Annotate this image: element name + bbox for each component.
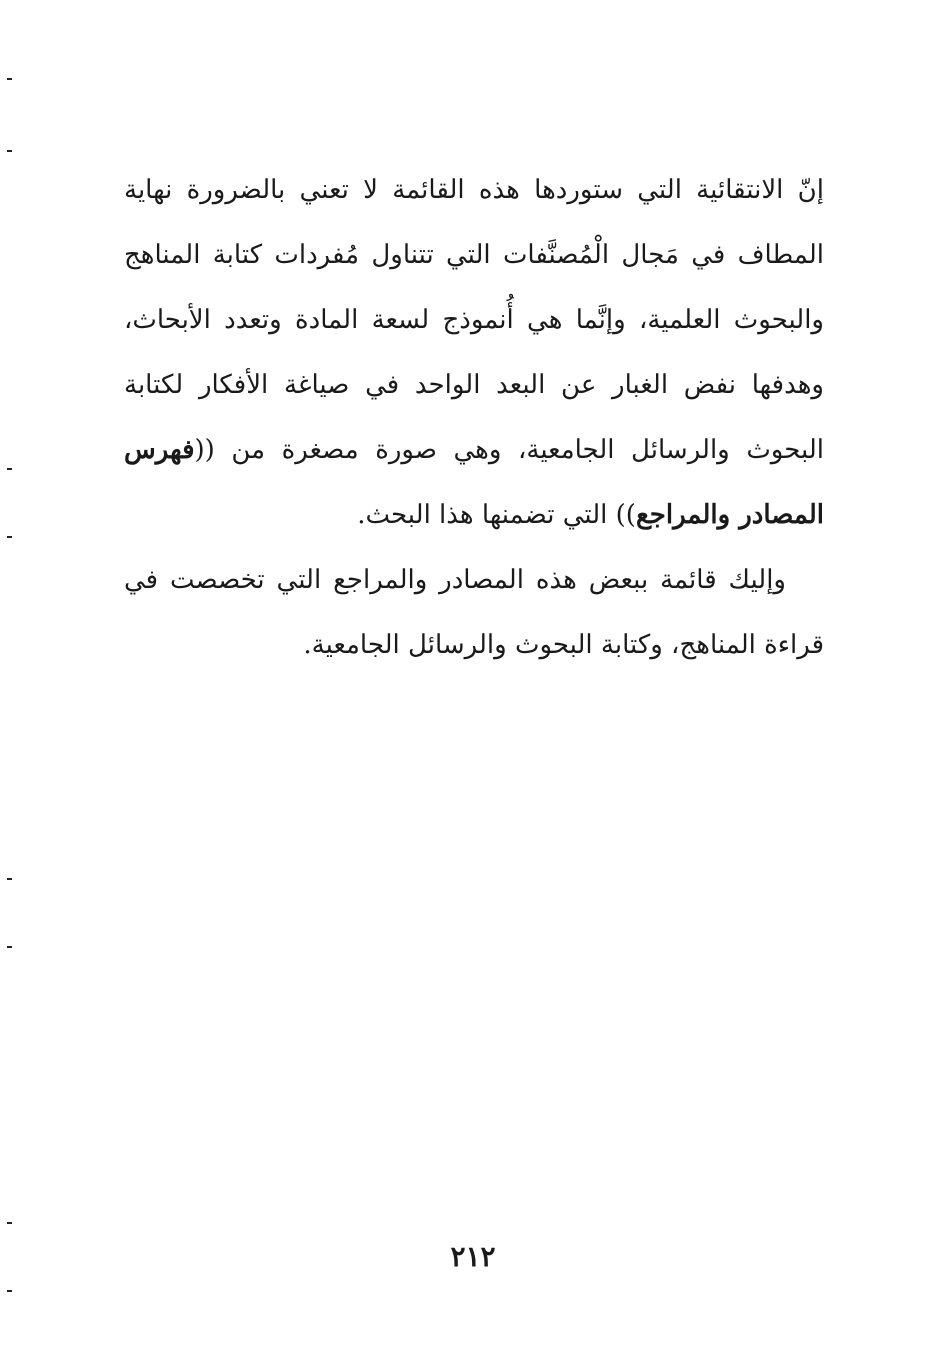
scan-mark <box>7 78 12 80</box>
scan-mark <box>7 468 12 470</box>
scan-mark <box>7 1290 12 1292</box>
paragraph-intro-bold-title: فهرس المصادر والمراجع <box>124 435 824 530</box>
scan-mark <box>7 1222 12 1224</box>
body-text <box>124 158 824 678</box>
scan-mark <box>7 536 12 538</box>
paragraph-intro-text: إنّ الانتقائية التي ستوردها هذه القائمة لا تعني بالضرورة نهاية المطاف في مَجال الْمُصنَّفات التي تتناول مُفردات كتابة المناهج والبحوث العلمية، وإنَّما هي أُنموذج لسعة المادة وتعدد الأبحاث، وهدفها نفض الغبار عن البعد الواحد في صياغة الأفكار لكتابة البحوث والرسائل الجامعية، وهي صورة مصغرة من (( <box>124 175 824 465</box>
scan-mark <box>7 878 12 880</box>
page-number: ٢١٢ <box>450 1240 496 1273</box>
paragraph-list-intro: وإليك قائمة ببعض هذه المصادر والمراجع التي تخصصت في قراءة المناهج، وكتابة البحوث والرسائل الجامعية. <box>124 565 824 660</box>
scan-mark <box>7 150 12 152</box>
scan-mark <box>7 946 12 948</box>
paragraph-intro <box>124 158 824 548</box>
paragraph-intro-ending: )) التي تضمنها هذا البحث. <box>357 500 636 530</box>
